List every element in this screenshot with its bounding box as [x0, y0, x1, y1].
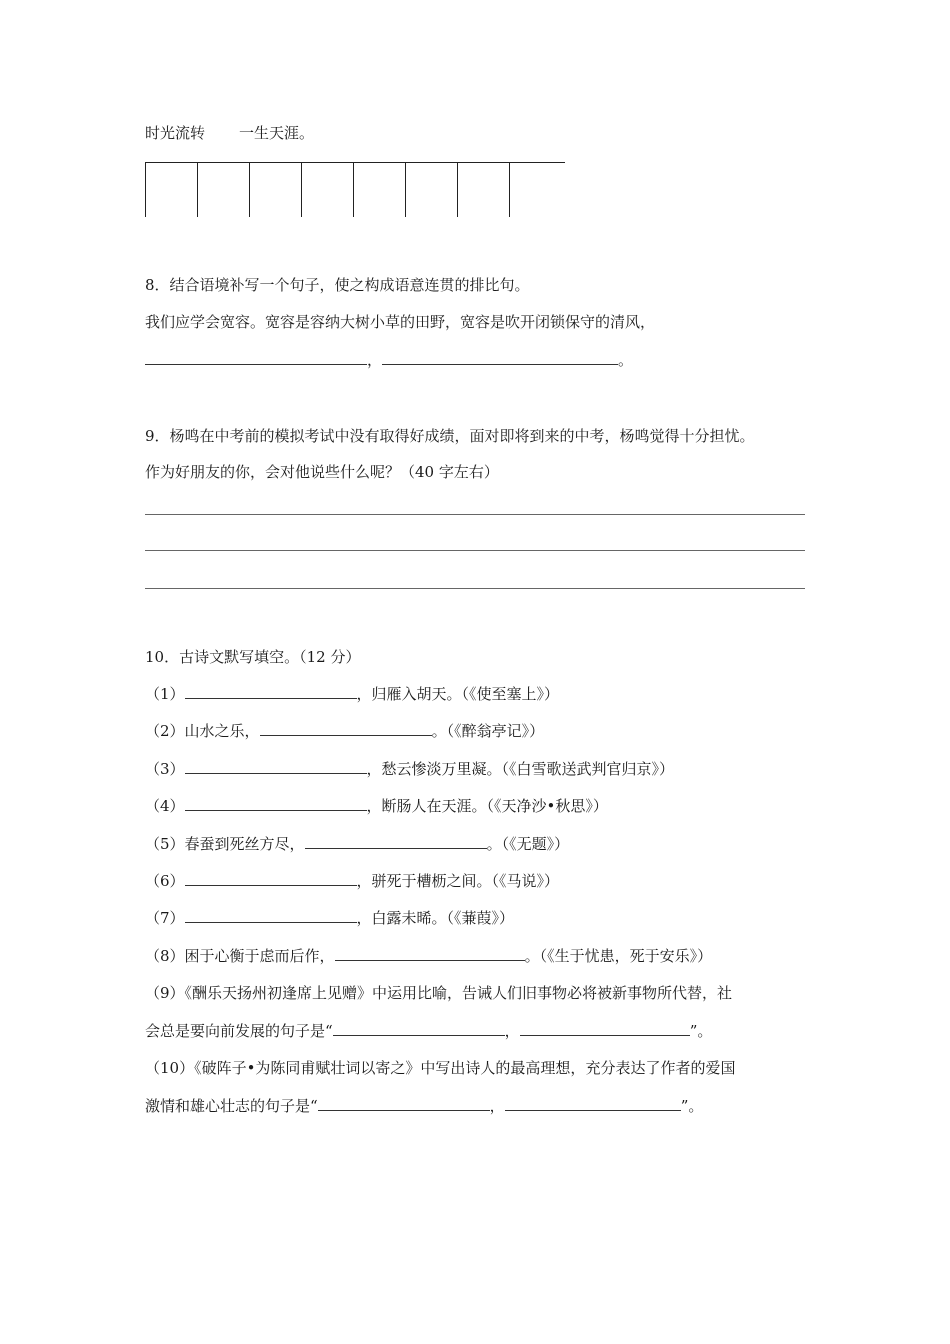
q10-item-3: [145, 759, 674, 779]
item-number: （1）: [145, 685, 185, 703]
item-number: （4）: [145, 797, 185, 815]
q10-title: 10．古诗文默写填空。（12 分）: [145, 648, 361, 666]
q10-item-10-line-2: [145, 1096, 703, 1116]
item-text: ，: [489, 1097, 505, 1115]
q10-blank-3[interactable]: [185, 759, 367, 774]
item-text: ”。: [689, 1022, 713, 1040]
q10-blank-10b[interactable]: [505, 1096, 681, 1111]
item-text: 会总是要向前发展的句子是“: [145, 1022, 333, 1040]
q8-comma: ，: [367, 351, 383, 369]
item-number: （7）: [145, 909, 185, 927]
top-line-part2: 一生天涯。: [239, 124, 315, 142]
q10-item-5: [145, 834, 569, 854]
item-text: 山水之乐，: [184, 722, 260, 740]
q10-item-9-line-2: [145, 1021, 712, 1041]
q10-item-10-line-1: （10）《破阵子•为陈同甫赋壮词以寄之》中写出诗人的最高理想，充分表达了作者的爱国: [145, 1059, 736, 1077]
grid-cell[interactable]: [301, 163, 353, 217]
item-text: 。（《无题》）: [486, 835, 570, 853]
q10-item-1: [145, 684, 559, 704]
q10-item-2: [145, 721, 544, 741]
item-text: ”。: [680, 1097, 704, 1115]
character-grid: [145, 162, 565, 217]
q9-prompt: 9．杨鸣在中考前的模拟考试中没有取得好成绩，面对即将到来的中考，杨鸣觉得十分担忧。: [145, 427, 755, 445]
item-number: （5）: [145, 835, 185, 853]
q10-blank-10a[interactable]: [318, 1096, 490, 1111]
item-text: 。（《醉翁亭记》）: [431, 722, 545, 740]
q9-prompt-2: 作为好朋友的你，会对他说些什么呢？（40 字左右）: [145, 463, 499, 481]
q10-blank-5[interactable]: [305, 834, 487, 849]
top-line: [145, 123, 314, 143]
item-text: 。（《生于忧患，死于安乐》）: [524, 947, 713, 965]
q10-blank-9b[interactable]: [520, 1021, 690, 1036]
q10-blank-6[interactable]: [185, 871, 357, 886]
q8-end: 。: [618, 351, 634, 369]
q10-blank-7[interactable]: [185, 908, 357, 923]
q10-item-7: [145, 908, 514, 928]
q10-item-6: [145, 871, 559, 891]
q8-answer-line: [145, 350, 633, 370]
item-text: ，愁云惨淡万里凝。（《白雪歌送武判官归京》）: [366, 760, 675, 778]
grid-cell[interactable]: [145, 163, 197, 217]
grid-cell[interactable]: [353, 163, 405, 217]
q8-blank-2[interactable]: [382, 350, 618, 365]
q10-blank-9a[interactable]: [333, 1021, 505, 1036]
item-text: ，白露未晞。（《蒹葭》）: [356, 909, 515, 927]
q10-blank-1[interactable]: [185, 684, 357, 699]
item-text: ，归雁入胡天。（《使至塞上》）: [356, 685, 560, 703]
q8-context: 我们应学会宽容。宽容是容纳大树小草的田野，宽容是吹开闭锁保守的清风，: [145, 313, 656, 331]
q10-blank-8[interactable]: [335, 946, 525, 961]
q8-prompt: 8．结合语境补写一个句子，使之构成语意连贯的排比句。: [145, 276, 530, 294]
q9-answer-rule-3[interactable]: [145, 588, 805, 589]
q10-item-9-line-1: （9）《酬乐天扬州初逢席上见赠》中运用比喻，告诫人们旧事物必将被新事物所代替，社: [145, 984, 733, 1002]
item-text: ，: [504, 1022, 520, 1040]
q8-blank-1[interactable]: [145, 350, 367, 365]
item-text: 春蚕到死丝方尽，: [184, 835, 305, 853]
q10-item-4: [145, 796, 608, 816]
top-line-part1: 时光流转: [145, 124, 206, 142]
q10-blank-4[interactable]: [185, 796, 367, 811]
item-text: ，骈死于槽枥之间。（《马说》）: [356, 872, 560, 890]
grid-cell[interactable]: [457, 163, 509, 217]
item-text: 激情和雄心壮志的句子是“: [145, 1097, 318, 1115]
q10-item-8: [145, 946, 712, 966]
item-number: （8）: [145, 947, 185, 965]
item-number: （6）: [145, 872, 185, 890]
grid-cell[interactable]: [197, 163, 249, 217]
item-text: ，断肠人在天涯。（《天净沙•秋思》）: [366, 797, 608, 815]
q10-blank-2[interactable]: [260, 721, 432, 736]
item-text: 困于心衡于虑而后作，: [184, 947, 335, 965]
item-number: （2）: [145, 722, 185, 740]
item-number: （3）: [145, 760, 185, 778]
q9-answer-rule-2[interactable]: [145, 550, 805, 551]
grid-cell[interactable]: [405, 163, 457, 217]
q9-answer-rule-1[interactable]: [145, 514, 805, 515]
grid-cell[interactable]: [509, 163, 561, 217]
grid-cell[interactable]: [249, 163, 301, 217]
